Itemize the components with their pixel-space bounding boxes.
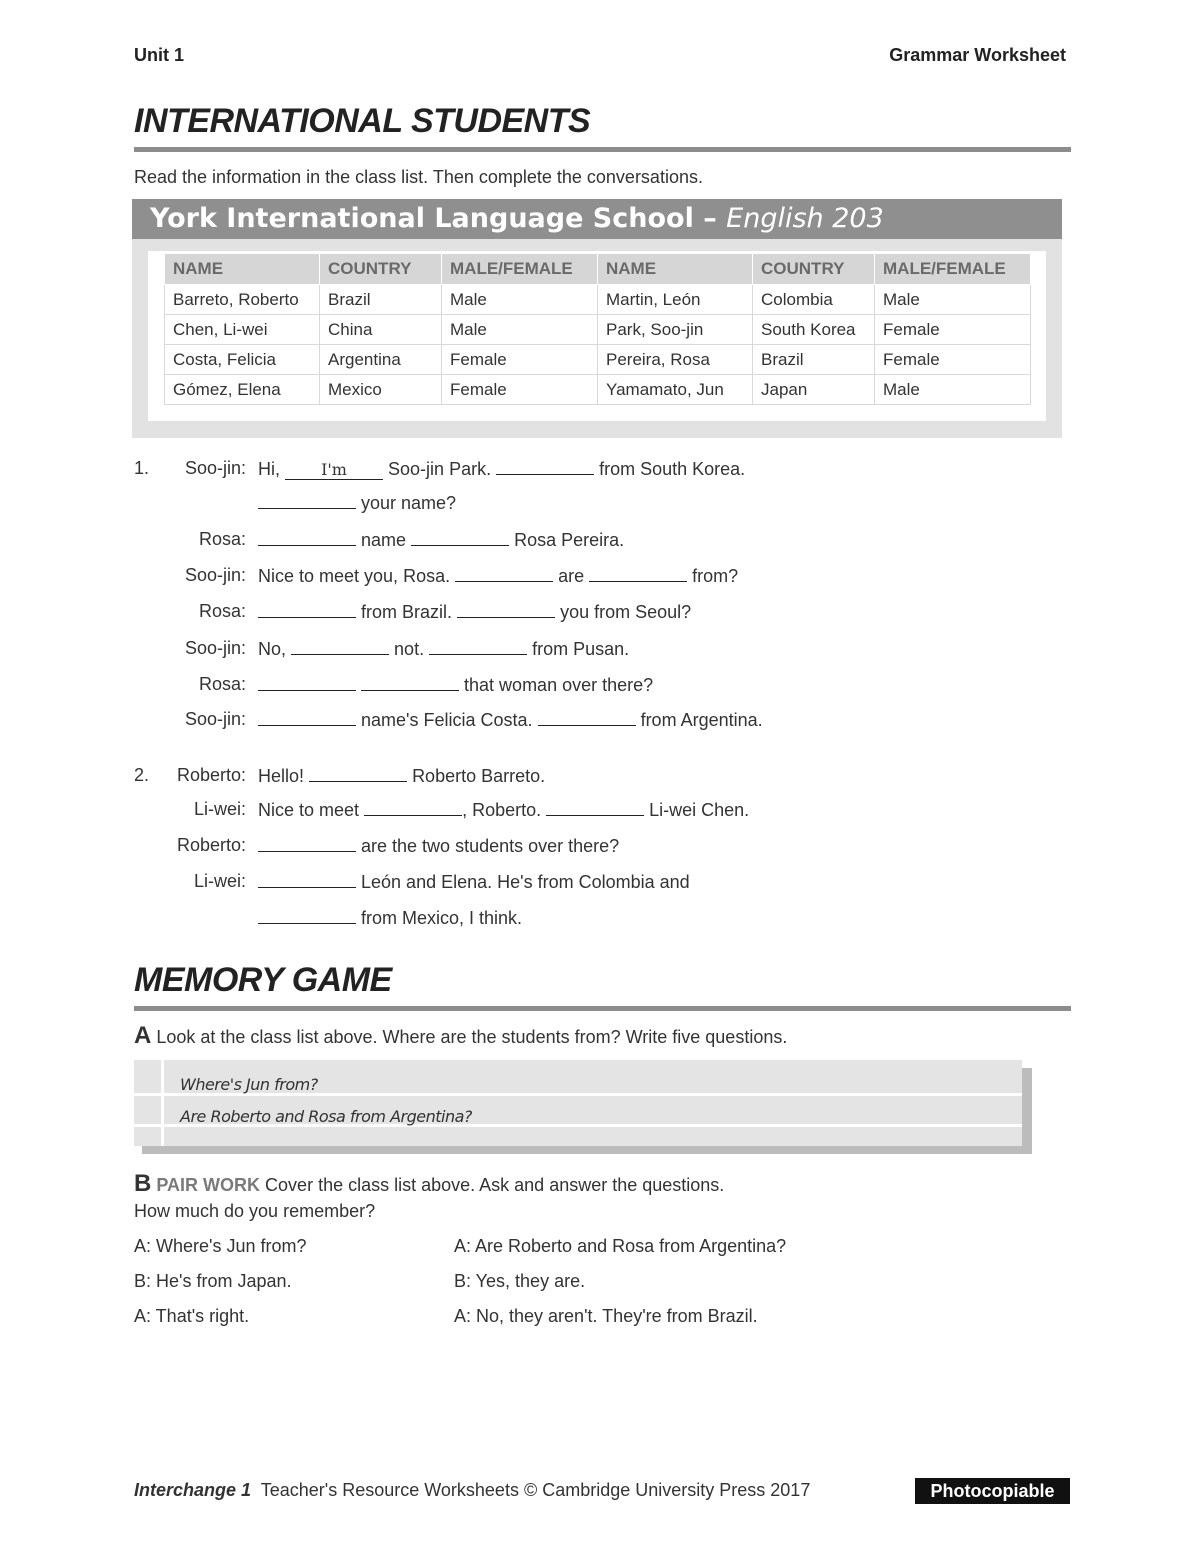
table-cell: Female [875,315,1031,345]
dialogue-text: from Argentina. [640,710,763,730]
dialog-left-line: A: Where's Jun from? [134,1236,307,1256]
dialog-left-line: B: He's from Japan. [134,1271,292,1291]
dialogue-text: your name? [361,493,457,513]
answer-blank[interactable] [258,907,356,924]
table-cell: Male [442,315,598,345]
answer-blank[interactable] [258,674,356,691]
table-cell: Argentina [320,345,442,375]
table-row [165,345,1031,375]
dialog-left-line: A: That's right. [134,1306,250,1326]
dialog-right-line: A: Are Roberto and Rosa from Argentina? [454,1236,787,1256]
dialogue-line [258,638,629,660]
dialogue-line [258,565,738,587]
table-cell: Female [442,345,598,375]
part-a-instruction [134,1022,787,1050]
answer-blank[interactable] [309,765,407,782]
dialogue-text: from Pusan. [532,639,630,659]
dialogue-text: that woman over there? [464,675,654,695]
dialogue-line [258,799,749,821]
dialogue-line [258,601,691,623]
part-b-instruction [134,1170,724,1198]
unit-label: Unit 1 [134,45,185,65]
instruction-text: Read the information in the class list. Then complete the conversations. [134,167,703,187]
part-a-letter: A [134,1022,152,1049]
dialogue-line [258,709,763,731]
table-cell: Chen, Li-wei [165,315,320,345]
answer-blank[interactable] [258,601,356,618]
table-cell: Female [442,375,598,405]
answer-blank[interactable] [589,565,687,582]
part-a-text: Look at the class list above. Where are the students from? Write five questions. [156,1027,788,1047]
col-header: NAME [165,254,320,285]
col-header: COUNTRY [320,254,442,285]
dialogue-text: are [558,566,585,586]
table-cell: Martin, León [598,285,753,315]
answer-blank[interactable] [258,709,356,726]
table-cell: Mexico [320,375,442,405]
dialogue-line [258,907,522,929]
table-cell: Male [875,285,1031,315]
part-b-text: Cover the class list above. Ask and answer the questions. [265,1175,725,1195]
dialogue-text: name's Felicia Costa. [361,710,533,730]
footer-text: Teacher's Resource Worksheets © Cambridge University Press 2017 [260,1480,811,1500]
dialogue-text: you from Seoul? [560,602,692,622]
dialogue-text: are the two students over there? [361,836,620,856]
table-cell: Male [442,285,598,315]
table-cell: Pereira, Rosa [598,345,753,375]
table-cell: Colombia [753,285,875,315]
speaker-label: Roberto: [176,835,246,855]
dialogue-text: , Roberto. [462,800,542,820]
margin-line [161,1060,164,1146]
answer-blank[interactable] [361,674,459,691]
dialogue-text: Roberto Barreto. [412,766,546,786]
speaker-label: Rosa: [198,674,246,694]
example-answer-blank[interactable]: I'm [285,461,383,480]
col-header: MALE/FEMALE [442,254,598,285]
table-cell: Japan [753,375,875,405]
dialogue-text: Nice to meet [258,800,360,820]
dialogue-text: Soo-jin Park. [388,459,492,479]
answer-blank[interactable] [364,799,462,816]
col-header: COUNTRY [753,254,875,285]
speaker-label: Soo-jin: [184,709,246,729]
speaker-label: Roberto: [176,765,246,785]
dialogue-line [258,835,619,857]
pair-work-label: PAIR WORK [156,1175,261,1195]
speaker-label: Soo-jin: [184,458,246,478]
class-list-table [164,253,1031,405]
table-cell: Male [875,375,1031,405]
title-rule [134,1006,1071,1011]
table-cell: Yamamato, Jun [598,375,753,405]
dialogue-text: Rosa Pereira. [514,530,625,550]
dialogue-line [258,871,690,893]
exercise-number: 2. [134,765,150,785]
table-header-row [165,254,1031,285]
course-name: English 203 [726,203,884,234]
answer-line[interactable]: Where's Jun from? [180,1075,318,1094]
col-header: MALE/FEMALE [875,254,1031,285]
answer-blank[interactable] [291,638,389,655]
answer-blank[interactable] [546,799,644,816]
table-cell: Female [875,345,1031,375]
dialog-right-line: A: No, they aren't. They're from Brazil. [454,1306,758,1326]
answer-blank[interactable] [496,458,594,475]
class-list-panel [148,251,1046,421]
speaker-label: Soo-jin: [184,638,246,658]
answer-blank[interactable] [411,529,509,546]
dialogue-text: not. [394,639,425,659]
class-list-heading [132,199,1062,239]
answer-blank[interactable] [258,835,356,852]
answer-blank[interactable] [258,871,356,888]
dialogue-text: Hi, [258,459,280,479]
table-row [165,285,1031,315]
table-cell: China [320,315,442,345]
title-rule [134,147,1071,152]
footer-credit [134,1480,810,1501]
answer-box [134,1060,1022,1146]
table-row [165,315,1031,345]
table-cell: Brazil [320,285,442,315]
table-cell: Brazil [753,345,875,375]
dialogue-text: León and Elena. He's from Colombia and [361,872,690,892]
speaker-label: Li-wei: [193,799,246,819]
speaker-label: Rosa: [198,601,246,621]
footer-brand: Interchange 1 [134,1480,252,1500]
dialogue-line [258,458,745,480]
table-cell: Costa, Felicia [165,345,320,375]
dialogue-text: from? [692,566,739,586]
part-b-letter: B [134,1170,152,1197]
table-cell: South Korea [753,315,875,345]
school-name: York International Language School – [150,203,717,234]
table-cell: Gómez, Elena [165,375,320,405]
exercise-number: 1. [134,458,150,478]
table-cell: Barreto, Roberto [165,285,320,315]
answer-blank[interactable] [258,529,356,546]
photocopiable-badge: Photocopiable [915,1478,1070,1504]
section-title-memory-game: MEMORY GAME [134,961,392,999]
dialogue-line [258,492,456,514]
dialogue-text: from South Korea. [599,459,746,479]
table-row [165,375,1031,405]
answer-blank[interactable] [258,492,356,509]
dialogue-text: Nice to meet you, Rosa. [258,566,451,586]
worksheet-type: Grammar Worksheet [889,45,1066,65]
answer-blank[interactable] [457,601,555,618]
speaker-label: Soo-jin: [184,565,246,585]
speaker-label: Li-wei: [193,871,246,891]
speaker-label: Rosa: [198,529,246,549]
class-list-box [132,199,1062,438]
section-title-international-students: INTERNATIONAL STUDENTS [134,102,591,140]
answer-blank[interactable] [429,638,527,655]
dialogue-line [258,765,545,787]
answer-blank[interactable] [538,709,636,726]
dialogue-text: Li-wei Chen. [649,800,750,820]
table-cell: Park, Soo-jin [598,315,753,345]
answer-blank[interactable] [455,565,553,582]
dialogue-line [258,674,653,696]
dialogue-text: name [361,530,407,550]
col-header: NAME [598,254,753,285]
part-b-text-2: How much do you remember? [134,1201,376,1221]
dialogue-text: Hello! [258,766,305,786]
dialogue-text: from Mexico, I think. [361,908,523,928]
dialogue-text: from Brazil. [361,602,453,622]
dialogue-text: No, [258,639,287,659]
answer-line[interactable]: Are Roberto and Rosa from Argentina? [180,1107,472,1126]
dialogue-line [258,529,624,551]
dialog-right-line: B: Yes, they are. [454,1271,586,1291]
